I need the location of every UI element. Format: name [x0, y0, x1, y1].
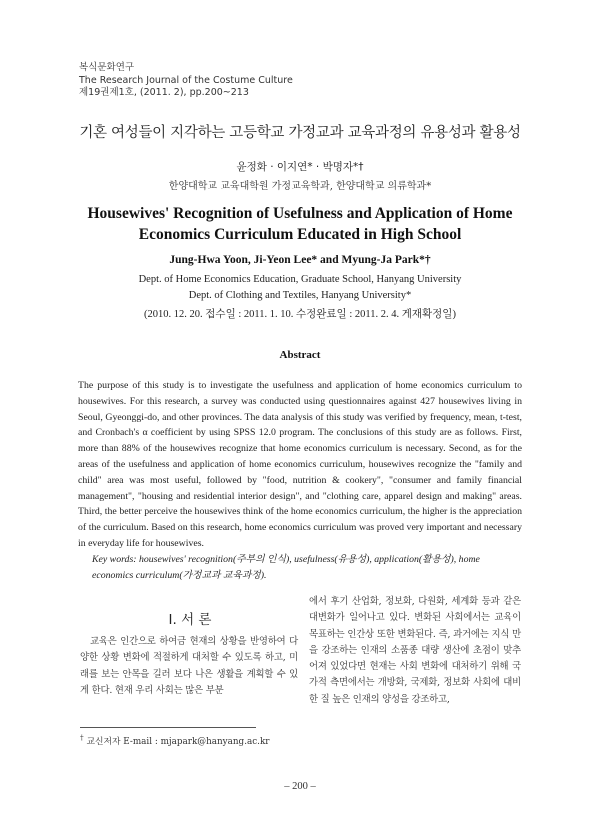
abstract-text: The purpose of this study is to investigate the usefulness and application of home economics curriculum to housewives. For this research, a survey was conducted using questionnaires against 427 housewives living in Seoul, Gyeonggi-do, and other provinces. The data analysis of this study was verified by frequency, mean, t-test, and Cronbach's α coefficient by using SPSS 12.0 program. The conclusions of this study are as follows. First, more than 88% of the housewives recognize that home economics curriculum is necessary. Second, as for the areas of the usefulness and application of home economics curriculum, housewives recognize the "family and child" area was most useful, followed by "food, nutrition & cookery", "consumer and family financial management", "housing and residential interior design", and "clothing care, apparel design and making" areas. Third, the better perceive the housewives think of the home economics curriculum, the higher is the appreciation of the curriculum. Based on this research, home economics curriculum was proved very important and necessary in everyday life for housewives. [78, 380, 522, 549]
authors-ko: 윤정화 · 이지연* · 박명자*† [236, 161, 364, 173]
page-number: – 200 – [284, 781, 316, 792]
footnote-text: 교신저자 E-mail : mjapark@hanyang.ac.kr [86, 736, 270, 747]
affiliation-en-1: Dept. of Home Economics Education, Graduate School, Hanyang University [138, 274, 462, 285]
affiliation-ko: 한양대학교 교육대학원 가정교육학과, 한양대학교 의류학과* [168, 181, 432, 192]
body-text-right: 에서 후기 산업화, 정보화, 다원화, 세계화 등과 같은 대변화가 일어나고 있다. 변화된 사회에서는 교육이 목표하는 인간상 또한 변화된다. 즉, 과거에는 지식 만을 강조하는 인재의 소품종 대량 생산에 초점이 맞추어져 있었다면 현재는 사회 변화에 대처하기 위해 국가적 측면에서는 개방화, 국제화, 정보화 사회에 대비한 질 높은 인재의 양성을 강조하고, [309, 596, 521, 705]
authors-en: Jung-Hwa Yoon, Ji-Yeon Lee* and Myung-Ja Park*† [169, 254, 431, 266]
keywords: Key words: housewives' recognition(주부의 인식), usefulness(유용성), application(활용성), home economics curriculum(가정교과 교육과정). [92, 554, 480, 581]
affiliation-en-2: Dept. of Clothing and Textiles, Hanyang University* [188, 290, 412, 301]
received-dates: (2010. 12. 20. 접수일 : 2011. 1. 10. 수정완료일 : 2011. 2. 4. 게재확정일) [144, 309, 456, 320]
footnote-divider [80, 727, 256, 728]
section-title: Ⅰ. 서 론 [168, 612, 212, 628]
journal-header [79, 62, 293, 100]
paper-title-en: Housewives' Recognition of Usefulness and Application of Home Economics Curriculum Educated in High School [87, 205, 513, 243]
journal-volume: 제19권제1호, (2011. 2), pp.200~213 [79, 87, 249, 98]
abstract-heading: Abstract [279, 349, 321, 361]
journal-name-ko: 복식문화연구 [79, 62, 135, 73]
body-text-left: 교육은 인간으로 하여금 현재의 상황을 반영하여 다양한 상황 변화에 적절하게 대처할 수 있도록 하고, 미래를 보는 안목을 길러 보다 나은 생활을 계획할 수 있게 한다. 현재 우리 사회는 많은 부분 [80, 636, 298, 696]
footnote [80, 733, 270, 747]
paper-title-ko: 기혼 여성들이 지각하는 고등학교 가정교과 교육과정의 유용성과 활용성 [79, 125, 521, 141]
journal-name-en: The Research Journal of the Costume Culture [79, 74, 293, 86]
footnote-mark: † [80, 733, 84, 742]
